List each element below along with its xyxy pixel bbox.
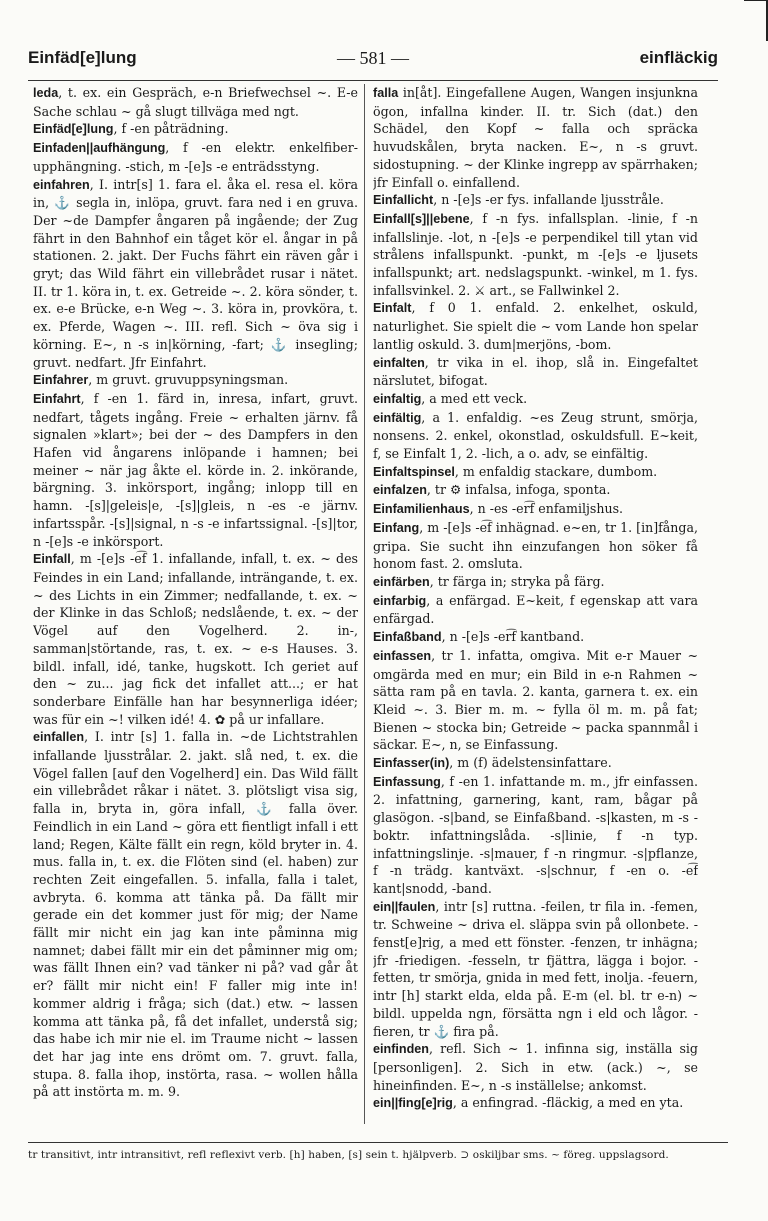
- dictionary-entry: einfassen, tr 1. infatta, omgiva. Mit e-r Mauer ~ omgärda med en mur; ein Bild in e-n Rahmen ~ sätta ram på en tavla. 2. kanta, garnera t. ex. ein Kleid ~. 3. Bier m. m. ~ fylla öl m. m. på fat; Bienen ~ stocka bin; Getreide ~ packa spannmål i säckar. E~, n, se Einfassung.: [373, 647, 698, 753]
- page-header: [28, 46, 718, 81]
- left-column: [33, 84, 358, 1124]
- entry-headword: einfaltig: [373, 391, 422, 406]
- dictionary-entry: Einfäd[e]lung, f -en påträdning.: [33, 121, 229, 137]
- entry-headword: ein||fing[e]rig: [373, 1096, 453, 1111]
- entry-headword: einfalten: [373, 355, 425, 370]
- entry-headword: Einfallicht: [373, 193, 434, 208]
- entry-headword: Einfäd[e]lung: [33, 122, 114, 137]
- dictionary-entry: Einfahrer, m gruvt. gruvuppsyningsman.: [33, 372, 289, 388]
- scan-page-edge: [744, 0, 768, 41]
- entry-headword: einfahren: [33, 177, 90, 192]
- dictionary-entry: einfalzen, tr ⚙ infalsa, infoga, sponta.: [373, 482, 611, 498]
- column-divider: [364, 84, 365, 1124]
- dictionary-entry: einfältig, a 1. enfaldig. ~es Zeug strunt, smörja, nonsens. 2. enkel, okonstlad, oskuldsfull. E~keit, f, se Einfalt 1, 2. -lich, a o. adv, se einfältig.: [373, 409, 698, 462]
- entry-headword: einfinden: [373, 1042, 429, 1057]
- dictionary-entry: ein||fing[e]rig, a enfingrad. -fläckig, a med en yta.: [373, 1095, 684, 1111]
- dictionary-entry: Einfahrt, f -en 1. färd in, inresa, infart, gruvt. nedfart, tågets ingång. Freie ~ erhalten järnv. få signalen »klart»; bei der ~ des Dampfers in den Hafen vid ångarens inlöpande i hamnen; bei meiner ~ när jag åkte el. körde in. 2. inkörande, bärgning. 3. inkörsport, ingång; inlopp till en hamn. -[s]|geleis|e, -[s]|gleis, n -es -e järnv. infartsspår. -[s]|signal, n -s -e infartssignal. -[s]|tor, n -[e]s -e inkörsport.: [33, 390, 358, 549]
- entry-headword: einfalzen: [373, 483, 427, 498]
- entry-headword: Einfalt: [373, 301, 412, 316]
- dictionary-entry: Einfallicht, n -[e]s -er fys. infallande ljusstråle.: [373, 192, 664, 208]
- dictionary-entry: Einfall[s]||ebene, f -n fys. infallsplan. -linie, f -n infallslinje. -lot, n -[e]s -e perpendikel till ytan vid strålens infallspunkt. -punkt, m -[e]s -e ljusets infallspunkt; art. nedslagspunkt. -winkel, m 1. fys. infallsvinkel. 2. ⚔ art., se Fallwinkel 2.: [373, 210, 698, 298]
- left-guideword: Einfäd[e]lung: [28, 48, 137, 67]
- right-column: [373, 84, 698, 1124]
- dictionary-entry: falla in[åt]. Eingefallene Augen, Wangen insjunkna ögon, infallna kinder. II. tr. Sich (dat.) den Schädel, den Kopf ~ falla och spräcka huvudskålen, bryta nacken. E~, n -s gruvt. sidostupning. ~ der Klinke ingrepp av spärrhaken; jfr Einfall o. einfallend.: [373, 85, 698, 190]
- dictionary-entry: Einfaßband, n -[e]s -er͡f kantband.: [373, 629, 585, 645]
- dictionary-entry: einfarbig, a enfärgad. E~keit, f egenskap att vara enfärgad.: [373, 592, 698, 627]
- entry-headword: Einfamilienhaus: [373, 502, 470, 517]
- dictionary-entry: Einfasser(in), m (f) ädelstensinfattare.: [373, 755, 612, 771]
- entry-headword: Einfall: [33, 552, 71, 567]
- entry-headword: Einfassung: [373, 774, 441, 789]
- dictionary-entry: Einfalt, f 0 1. enfald. 2. enkelhet, oskuld, naturlighet. Sie spielt die ~ vom Lande hon spelar lantlig oskuld. 3. dum|merjöns, -bom.: [373, 300, 698, 352]
- entry-headword: Einfahrt: [33, 391, 81, 406]
- entry-headword: Einfaßband: [373, 630, 442, 645]
- entry-headword: einfarbig: [373, 593, 427, 608]
- dictionary-entry: leda, t. ex. ein Gespräch, e-n Briefwechsel ~. E-e Sache schlau ~ gå slugt tillväga med ngt.: [33, 85, 358, 119]
- entry-headword: einfärben: [373, 574, 430, 589]
- entry-headword: Einfall[s]||ebene: [373, 211, 470, 226]
- entry-headword: leda: [33, 86, 59, 100]
- page-number: — 581 —: [337, 48, 409, 68]
- dictionary-entry: Einfall, m -[e]s -e͡f 1. infallande, infall, t. ex. ~ des Feindes in ein Land; infallande, inträngande, t. ex. ~ des Lichts in ein Zimmer; nedfallande, t. ex. ~ der Klinke in das Schloß; nedslående, t. ex. ~ der Vögel auf den Vogelherd. 2. in-, samman|störtande, ras, t. ex. ~ e-s Hauses. 3. bildl. infall, idé, tanke, hugskott. Ich geriet auf den ~ zu... jag fick det infallet att...; er hat sonderbare Einfälle han har besynnerliga idéer; was für ein ~! vilken idé! 4. ✿ på ur infallare.: [33, 551, 358, 727]
- dictionary-entry: ein||faulen, intr [s] ruttna. -feilen, tr fila in. -femen, tr. Schweine ~ driva el. släppa svin på ollonbete. -fenst[e]rig, a med ett fönster. -fenzen, tr inhägna; jfr -friedigen. -fesseln, tr fjättra, lägga i bojor. -fetten, tr smörja, gnida in med fett, inolja. -feuern, intr [h] starkt elda, elda på. E-m (el. bl. tr e-n) ~ bildl. uppelda ngn, försätta ngn i eld och lågor. -fieren, tr ⚓ fira på.: [373, 898, 698, 1039]
- dictionary-entry: einfahren, I. intr[s] 1. fara el. åka el. resa el. köra in, ⚓ segla in, inlöpa, gruvt. fara ned i en gruva. Der ~de Dampfer ångaren på ingående; der Zug fährt in den Bahnhof ein tåget kör el. ångar in på stationen. 2. jakt. Der Fuchs fährt ein räven går i gryt; das Wild fährt ein villebrådet rusar i nätet. II. tr 1. köra in, t. ex. Getreide ~. 2. köra sönder, t. ex. e-e Brücke, e-n Weg ~. 3. köra in, provköra, t. ex. Pferde, Wagen ~. III. refl. Sich ~ öva sig i körning. E~, n -s in|körning, -fart; ⚓ insegling; gruvt. nedfart. Jfr Einfahrt.: [33, 176, 358, 370]
- entry-headword: falla: [373, 86, 399, 100]
- dictionary-entry: einfinden, refl. Sich ~ 1. infinna sig, inställa sig [personligen]. 2. Sich in etw. (ack.) ~, se hineinfinden. E~, n -s inställelse; ankomst.: [373, 1041, 698, 1093]
- dictionary-entry: Einfamilienhaus, n -es -er͡f enfamiljshus.: [373, 501, 624, 517]
- entry-headword: einfassen: [373, 648, 432, 663]
- dictionary-entry: Einfaden||aufhängung, f -en elektr. enkelfiber-upphängning. -stich, m -[e]s -e enträdsstyng.: [33, 140, 358, 174]
- entry-headword: Einfasser(in): [373, 756, 450, 771]
- entry-headword: Einfaden||aufhängung: [33, 141, 166, 156]
- dictionary-entry: einfärben, tr färga in; stryka på färg.: [373, 573, 605, 589]
- dictionary-entry: Einfang, m -[e]s -e͡f inhägnad. e~en, tr 1. [in]fånga, gripa. Sie sucht ihn einzufangen hon söker få honom fast. 2. omsluta.: [373, 519, 698, 572]
- dictionary-entry: einfaltig, a med ett veck.: [373, 390, 528, 406]
- entry-headword: Einfang: [373, 520, 420, 535]
- dictionary-entry: Einfaltspinsel, m enfaldig stackare, dumbom.: [373, 463, 658, 479]
- dictionary-entry: Einfassung, f -en 1. infattande m. m., jfr einfassen. 2. infattning, garnering, kant, ram, bågar på glasögon. -s|band, se Einfaßband. -s|kasten, m -s - boktr. infattningslåda. -s|linie, f -n typ. infattningslinje. -s|mauer, f -n ringmur. -s|pflanze, f -n trädg. kantväxt. -s|schnur, f -en o. -e͡f kant|snodd, -band.: [373, 773, 698, 896]
- entry-headword: Einfaltspinsel: [373, 464, 455, 479]
- abbreviation-legend: tr transitivt, intr intransitivt, refl reflexivt verb. [h] haben, [s] sein t. hjälpverb. ⊃ oskiljbar sms. ~ föreg. uppslagsord.: [28, 1142, 728, 1161]
- dictionary-entry: einfallen, I. intr [s] 1. falla in. ~de Lichtstrahlen infallande ljusstrålar. 2. jakt. slå ned, t. ex. die Vögel fallen [auf den Vogelherd] ein. Das Wild fällt ein villebrådet råkar i nätet. 3. plötsligt visa sig, falla in, bryta in, göra infall, ⚓ falla över. Feindlich in ein Land ~ göra ett fientligt infall i ett land; Regen, Kälte fällt ein regn, köld bryter in. 4. mus. falla in, t. ex. die Flöten sind (el. haben) zur rechten Zeit eingefallen. 5. infalla, falla i talet, avbryta. 6. komma att tänka på. Da fällt mir gerade ein det kommer just för mig; der Name fällt mir nicht ein jag kan inte påminna mig namnet; dabei fällt mir ein det påminner mig om; was fällt Ihnen ein? vad tänker ni på? vad går åt er? fällt mir nicht ein! F faller mig inte in! kommer aldrig i fråga; sich (dat.) etw. ~ lassen komma att tänka på, få det infallet, understå sig; das habe ich mir nie el. im Traume nicht ~ lassen det har jag inte ens drömt om. 7. gruvt. falla, stupa. 8. falla ihop, instörta, rasa. ~ wollen hålla på att instörta m. m. 9.: [33, 729, 358, 1100]
- entry-headword: Einfahrer: [33, 373, 89, 388]
- entry-headword: einfältig: [373, 410, 422, 425]
- right-guideword: einfläckig: [639, 48, 718, 67]
- entry-headword: ein||faulen: [373, 899, 436, 914]
- entry-headword: einfallen: [33, 730, 85, 745]
- dictionary-entry: einfalten, tr vika in el. ihop, slå in. Eingefaltet närslutet, bifogat.: [373, 354, 698, 389]
